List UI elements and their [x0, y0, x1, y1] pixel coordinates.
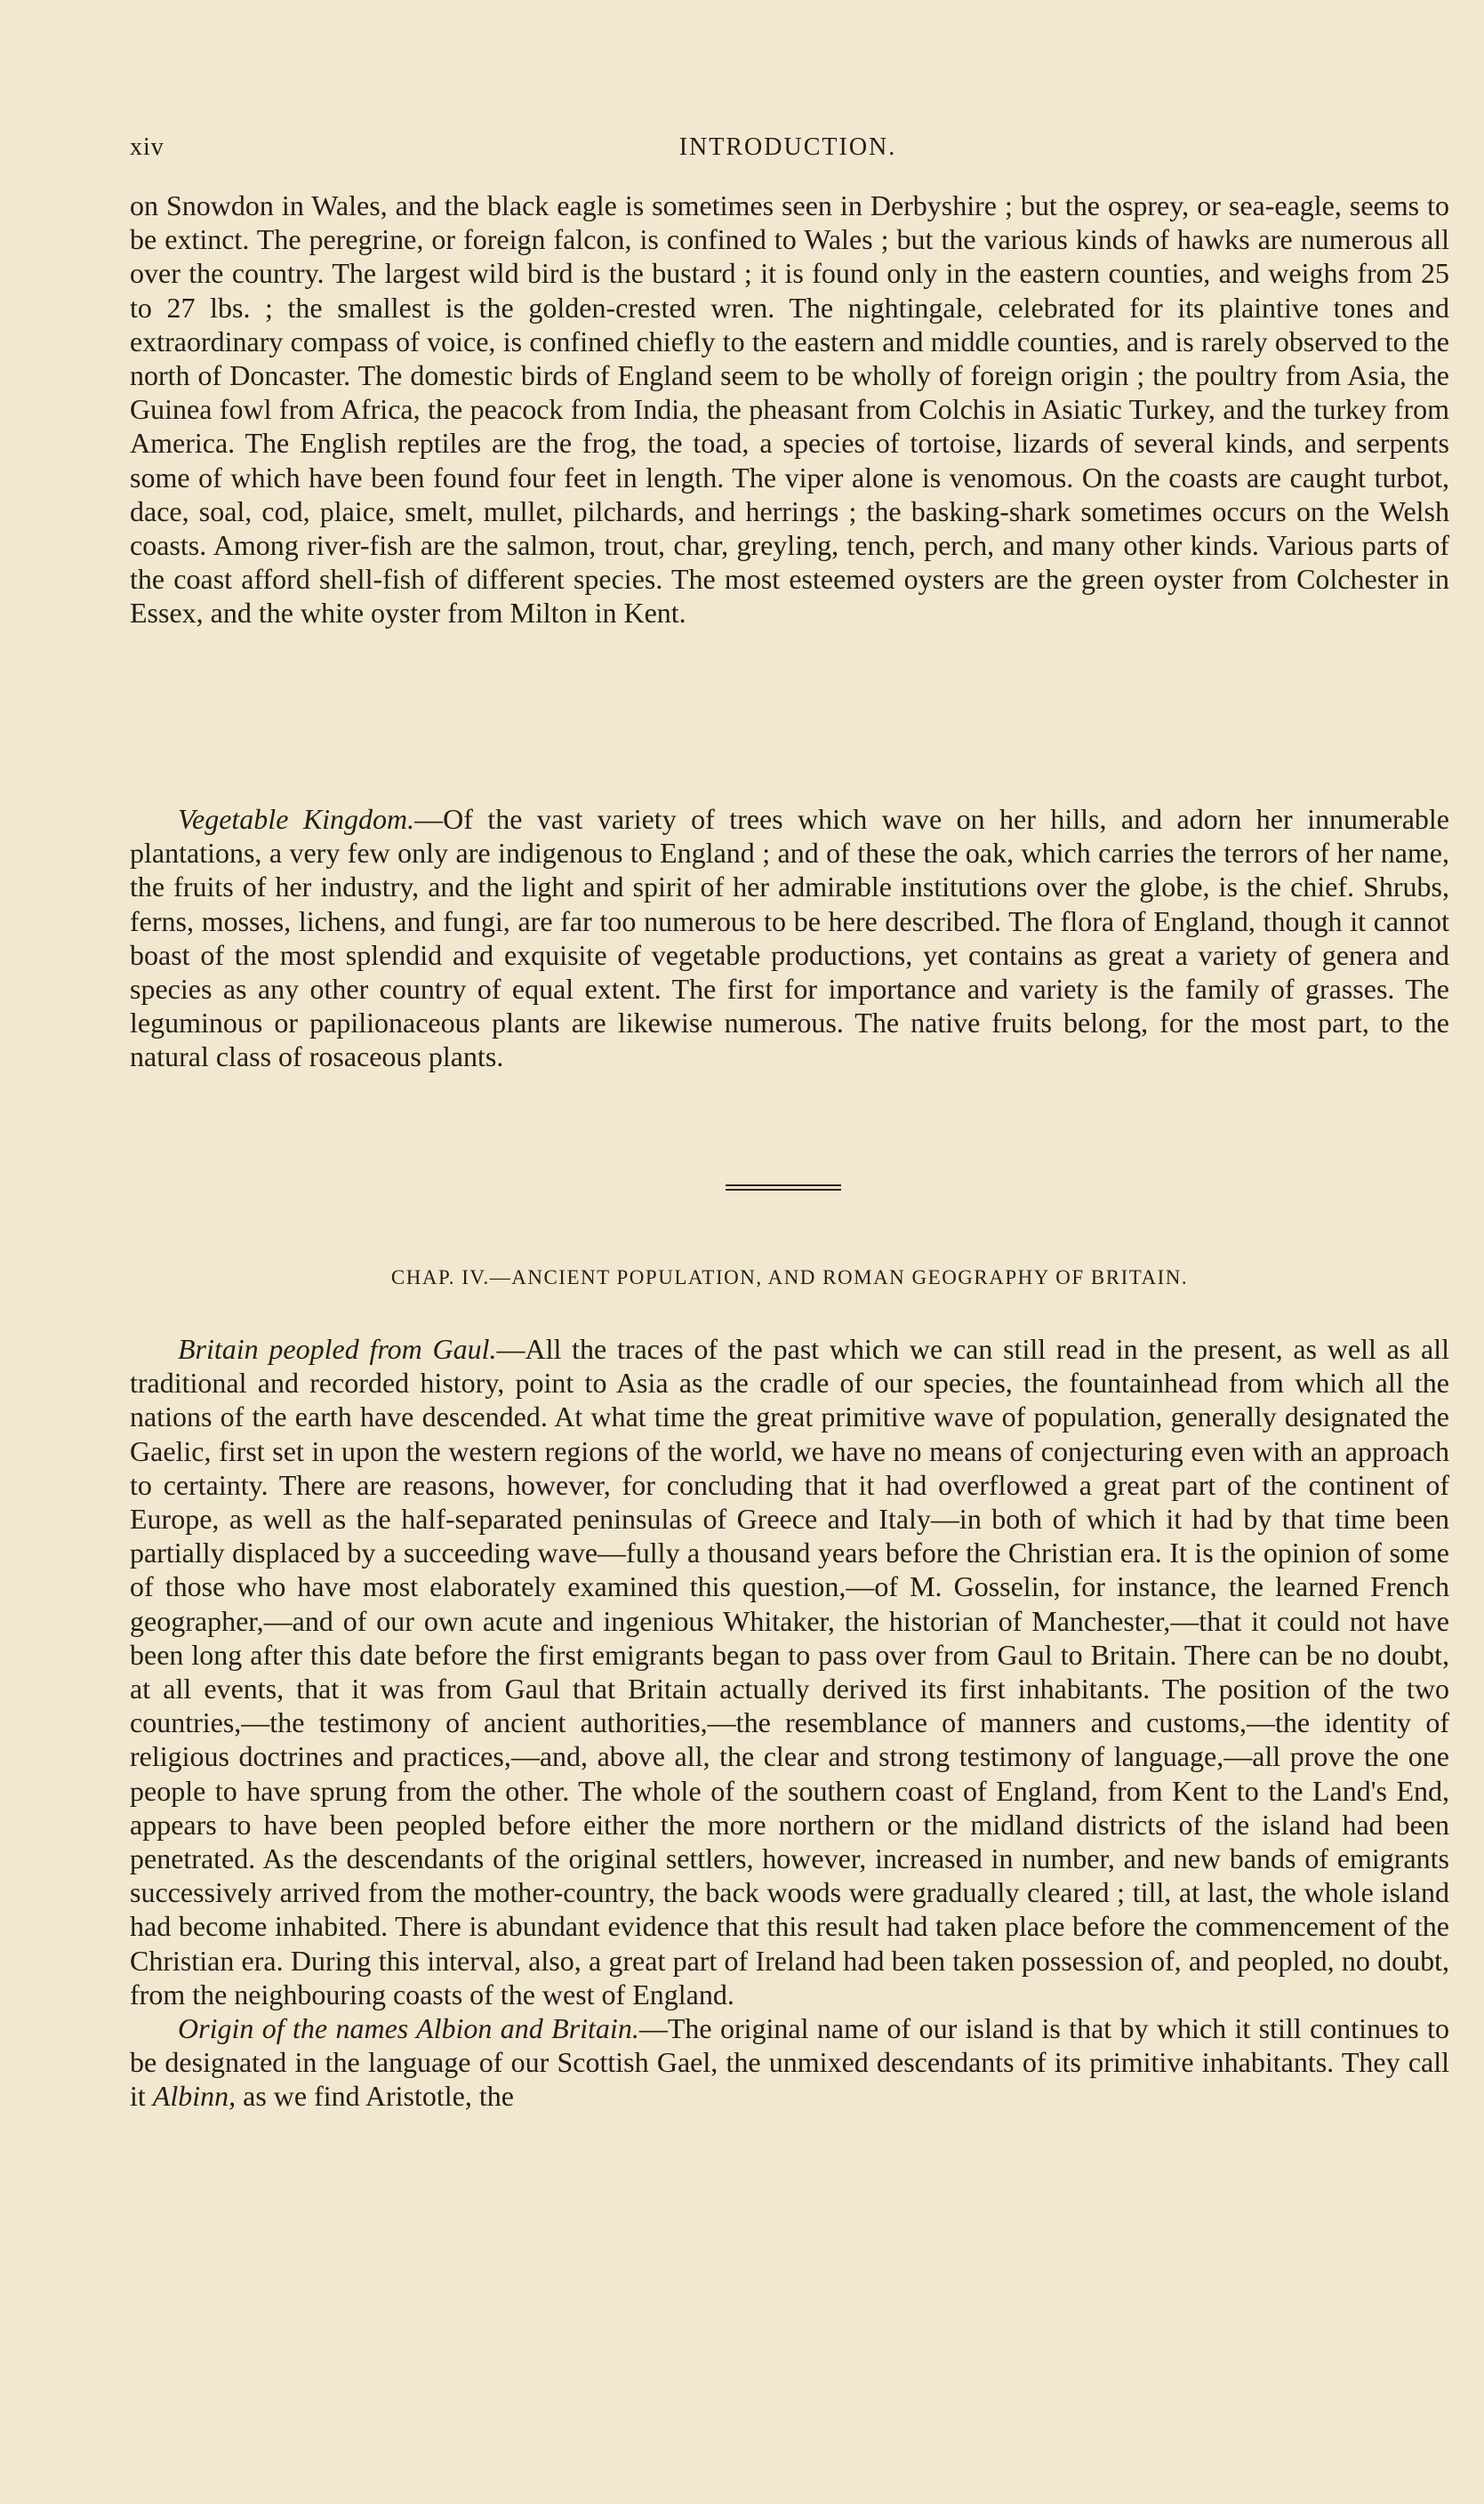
paragraph-text: —Of the vast variety of trees which wave on her hills, and adorn her innumerable plantations, a very few only are indigenous to England ; and of these the oak, which carries the terrors of her name, the fruits of her industry, and the light and spirit of her admirable institutions over the globe, is the chief. Shrubs, ferns, mosses, lichens, and fungi, are far too numerous to be here described. The flora of England, though it cannot boast of the most splendid and exquisite of vegetable productions, yet contains as great a variety of genera and species as any other country of equal extent. The first for importance and variety is the family of grasses. The leguminous or papilionaceous plants are likewise numerous. The native fruits belong, for the most part, to the natural class of rosaceous plants.: [130, 803, 1450, 1073]
emphasis-albinn: Albinn,: [152, 2080, 237, 2113]
side-heading-vegetable-kingdom: Vegetable Kingdom.: [178, 803, 415, 835]
vegetable-kingdom-section: [130, 802, 1449, 1074]
running-header: [130, 133, 1446, 169]
side-heading-origin-of-names: Origin of the names Albion and Britain.: [178, 2012, 639, 2045]
body-paragraph-albion-britain: [130, 2011, 1449, 2114]
chapter-iv-body: [130, 1332, 1449, 2114]
body-paragraph: [130, 802, 1449, 1074]
body-paragraph-britain-peopled: [130, 1332, 1449, 2011]
side-heading-britain-peopled-from-gaul: Britain peopled from Gaul.: [178, 1333, 497, 1365]
fauna-paragraph-continuation: [130, 189, 1449, 630]
body-paragraph: on Snowdon in Wales, and the black eagle is sometimes seen in Derbyshire ; but the osprey, or sea-eagle, seems to be extinct. The peregrine, or foreign falcon, is confined to Wales ; but the various kinds of hawks are numerous all over the country. The largest wild bird is the bustard ; it is found only in the eastern counties, and weighs from 25 to 27 lbs. ; the smallest is the golden-crested wren. The nightingale, celebrated for its plaintive tones and extraordinary compass of voice, is confined chiefly to the eastern and middle counties, and is rarely observed to the north of Doncaster. The domestic birds of England seem to be wholly of foreign origin ; the poultry from Asia, the Guinea fowl from Africa, the peacock from India, the pheasant from Colchis in Asiatic Turkey, and the turkey from America. The English reptiles are the frog, the toad, a species of tortoise, lizards of several kinds, and serpents some of which have been found four feet in length. The viper alone is venomous. On the coasts are caught turbot, dace, soal, cod, plaice, smelt, mullet, pilchards, and herrings ; the basking-shark sometimes occurs on the Welsh coasts. Among river-fish are the salmon, trout, char, greyling, tench, perch, and many other kinds. Various parts of the coast afford shell-fish of different species. The most esteemed oysters are the green oyster from Colchester in Essex, and the white oyster from Milton in Kent.: [130, 189, 1449, 630]
page-number: xiv: [130, 133, 164, 161]
running-title: INTRODUCTION.: [678, 133, 897, 161]
paragraph-text-end: as we find Aristotle, the: [236, 2080, 514, 2113]
paragraph-text: —The original name of our island is that by which it still continues to be designated in the language of our Scottish Gael, the unmixed descendants of its primitive inhabitants. They call it: [130, 2012, 1450, 2113]
paragraph-text: —All the traces of the past which we can still read in the present, as well as all traditional and recorded history, point to Asia as the cradle of our species, the fountainhead from which all the nations of the earth have descended. At what time the great primitive wave of population, generally designated the Gaelic, first set in upon the western regions of the world, we have no means of conjecturing even with an approach to certainty. There are reasons, however, for concluding that it had overflowed a great part of the continent of Europe, as well as the half-separated peninsulas of Greece and Italy—in both of which it had by that time been partially displaced by a succeeding wave—fully a thousand years before the Christian era. It is the opinion of some of those who have most elaborately examined this question,—of M. Gosselin, for instance, the learned French geographer,—and of our own acute and ingenious Whitaker, the historian of Manchester,—that it could not have been long after this date before the first emigrants began to pass over from Gaul to Britain. There can be no doubt, at all events, that it was from Gaul that Britain actually derived its first inhabitants. The position of the two countries,—the testimony of ancient authorities,—the resemblance of manners and customs,—the identity of religious doctrines and practices,—and, above all, the clear and strong testimony of language,—all prove the one people to have sprung from the other. The whole of the southern coast of England, from Kent to the Land's End, appears to have been peopled before either the more northern or the midland districts of the island had been penetrated. As the descendants of the original settlers, however, increased in number, and new bands of emigrants successively arrived from the mother-country, the back woods were gradually cleared ; till, at last, the whole island had become inhabited. There is abundant evidence that this result had taken place before the commencement of the Christian era. During this interval, also, a great part of Ireland had been taken possession of, and peopled, no doubt, from the neighbouring coasts of the west of England.: [130, 1333, 1450, 2010]
section-divider-rule: [726, 1184, 841, 1191]
chapter-heading: CHAP. IV.—ANCIENT POPULATION, AND ROMAN GEOGRAPHY OF BRITAIN.: [390, 1266, 1189, 1288]
